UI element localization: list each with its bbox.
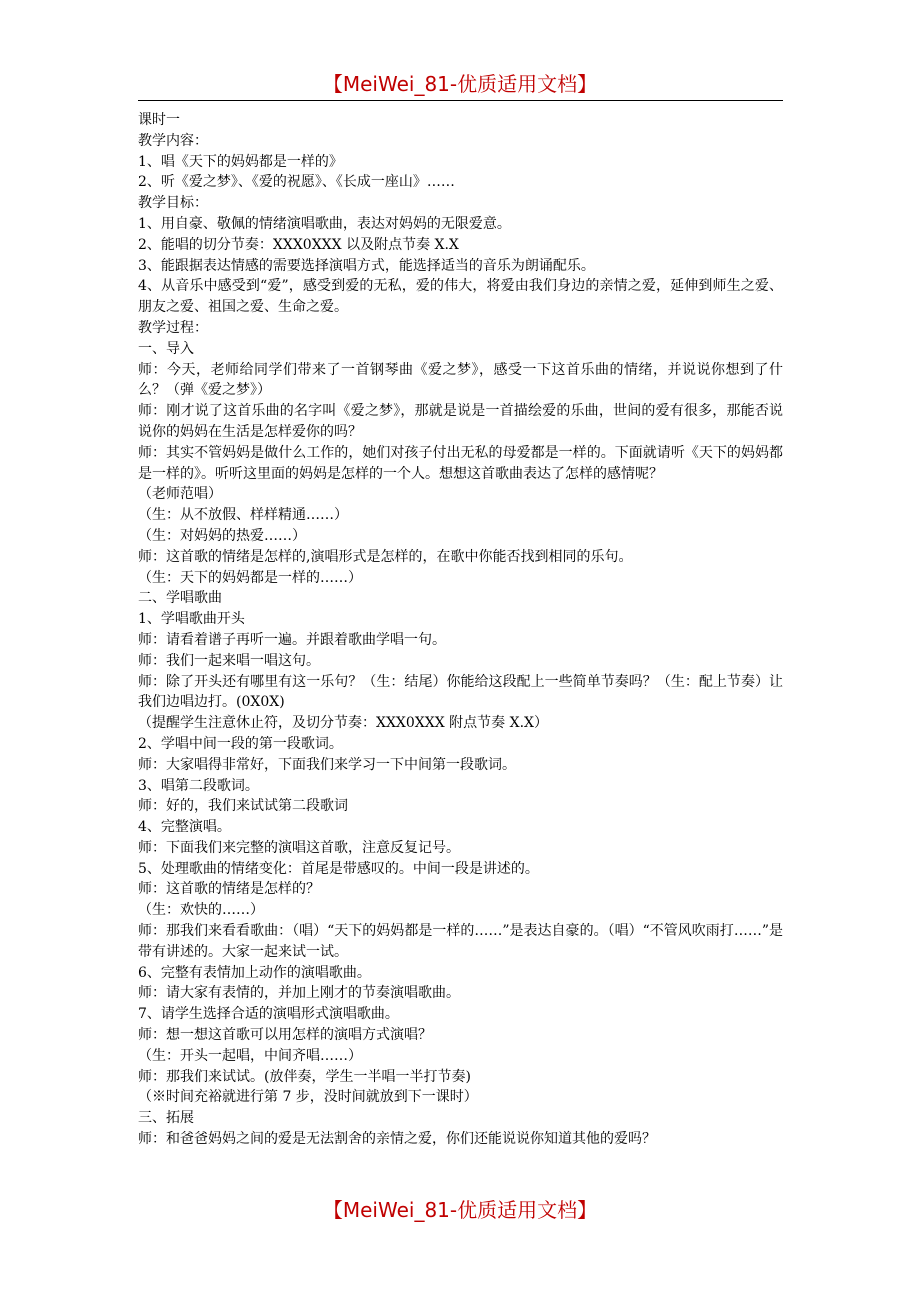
section-heading-process: 教学过程： bbox=[138, 319, 208, 336]
paragraph: （※时间充裕就进行第 7 步，没时间就放到下一课时） bbox=[138, 1089, 478, 1106]
paragraph: 师：这首歌的情绪是怎样的,演唱形式是怎样的，在歌中你能否找到相同的乐句。 bbox=[138, 548, 633, 565]
step-item: 3、唱第二段歌词。 bbox=[138, 777, 259, 794]
paragraph: （生：对妈妈的热爱……） bbox=[138, 527, 306, 544]
paragraph: （生：开头一起唱，中间齐唱……） bbox=[138, 1047, 362, 1064]
header-divider bbox=[138, 100, 783, 101]
paragraph: 师：那我们来试试。(放伴奏，学生一半唱一半打节奏) bbox=[138, 1068, 471, 1085]
goal-item: 4、从音乐中感受到“爱”，感受到爱的无私，爱的伟大，将爱由我们身边的亲情之爱，延伸到师生之爱、朋友之爱、祖国之爱、生命之爱。 bbox=[138, 278, 783, 316]
paragraph: 师：和爸爸妈妈之间的爱是无法割舍的亲情之爱，你们还能说说你知道其他的爱吗？ bbox=[138, 1131, 656, 1148]
section-heading-goals: 教学目标： bbox=[138, 195, 208, 212]
subsection-heading: 三、拓展 bbox=[138, 1110, 194, 1127]
paragraph: 师：除了开头还有哪里有这一乐句？（生：结尾）你能给这段配上一些简单节奏吗？（生：配上节奏）让我们边唱边打。(0X0X) bbox=[138, 673, 783, 711]
footer-title: 【MeiWei_81-优质适用文档】 bbox=[322, 1198, 598, 1222]
paragraph: （老师范唱） bbox=[138, 486, 222, 503]
goal-item: 3、能跟据表达情感的需要选择演唱方式，能选择适当的音乐为朗诵配乐。 bbox=[138, 257, 595, 274]
content-item: 2、听《爱之梦》、《爱的祝愿》、《长成一座山》…… bbox=[138, 174, 455, 191]
subsection-heading: 二、学唱歌曲 bbox=[138, 590, 222, 607]
paragraph: （提醒学生注意休止符，及切分节奏：XXX0XXX 附点节奏 X.X） bbox=[138, 715, 548, 732]
paragraph: 师：今天，老师给同学们带来了一首钢琴曲《爱之梦》，感受一下这首乐曲的情绪，并说说你想到了什么？（弹《爱之梦》） bbox=[138, 361, 783, 399]
content-item: 1、唱《天下的妈妈都是一样的》 bbox=[138, 153, 343, 170]
paragraph: 师：大家唱得非常好，下面我们来学习一下中间第一段歌词。 bbox=[138, 756, 516, 773]
paragraph: 师：刚才说了这首乐曲的名字叫《爱之梦》，那就是说是一首描绘爱的乐曲，世间的爱有很多，那能否说说你的妈妈在生活是怎样爱你的吗？ bbox=[138, 403, 783, 440]
paragraph: 师：请大家有表情的，并加上刚才的节奏演唱歌曲。 bbox=[138, 985, 460, 1002]
paragraph: （生：从不放假、样样精通……） bbox=[138, 507, 348, 524]
header-title: 【MeiWei_81-优质适用文档】 bbox=[322, 72, 598, 96]
paragraph: （生：天下的妈妈都是一样的……） bbox=[138, 569, 362, 586]
paragraph: 师：这首歌的情绪是怎样的？ bbox=[138, 881, 320, 898]
paragraph: 师：好的，我们来试试第二段歌词 bbox=[138, 798, 348, 815]
paragraph: 师：其实不管妈妈是做什么工作的，她们对孩子付出无私的母爱都是一样的。下面就请听《天下的妈妈都是一样的》。听听这里面的妈妈是怎样的一个人。想想这首歌曲表达了怎样的感情呢？ bbox=[138, 444, 783, 482]
paragraph: 师：想一想这首歌可以用怎样的演唱方式演唱？ bbox=[138, 1027, 432, 1044]
document-body bbox=[138, 110, 783, 1150]
goal-item: 2、能唱的切分节奏：XXX0XXX 以及附点节奏 X.X bbox=[138, 236, 459, 253]
paragraph: （生：欢快的……） bbox=[138, 902, 264, 919]
paragraph: 师：我们一起来唱一唱这句。 bbox=[138, 652, 320, 669]
step-item: 6、完整有表情加上动作的演唱歌曲。 bbox=[138, 964, 371, 981]
step-item: 4、完整演唱。 bbox=[138, 819, 231, 836]
goal-item: 1、用自豪、敬佩的情绪演唱歌曲，表达对妈妈的无限爱意。 bbox=[138, 215, 511, 232]
paragraph: 师：那我们来看看歌曲：（唱）“天下的妈妈都是一样的……”是表达自豪的。（唱）“不管风吹雨打……”是带有讲述的。大家一起来试一试。 bbox=[138, 923, 783, 960]
subsection-heading: 一、导入 bbox=[138, 340, 194, 357]
lesson-heading: 课时一 bbox=[138, 112, 180, 128]
section-heading-content: 教学内容： bbox=[138, 132, 208, 149]
step-item: 5、处理歌曲的情绪变化：首尾是带感叹的。中间一段是讲述的。 bbox=[138, 860, 539, 877]
step-item: 1、学唱歌曲开头 bbox=[138, 611, 245, 628]
paragraph: 师：请看着谱子再听一遍。并跟着歌曲学唱一句。 bbox=[138, 631, 446, 648]
step-item: 2、学唱中间一段的第一段歌词。 bbox=[138, 735, 343, 752]
paragraph: 师：下面我们来完整的演唱这首歌，注意反复记号。 bbox=[138, 839, 460, 856]
step-item: 7、请学生选择合适的演唱形式演唱歌曲。 bbox=[138, 1006, 399, 1023]
